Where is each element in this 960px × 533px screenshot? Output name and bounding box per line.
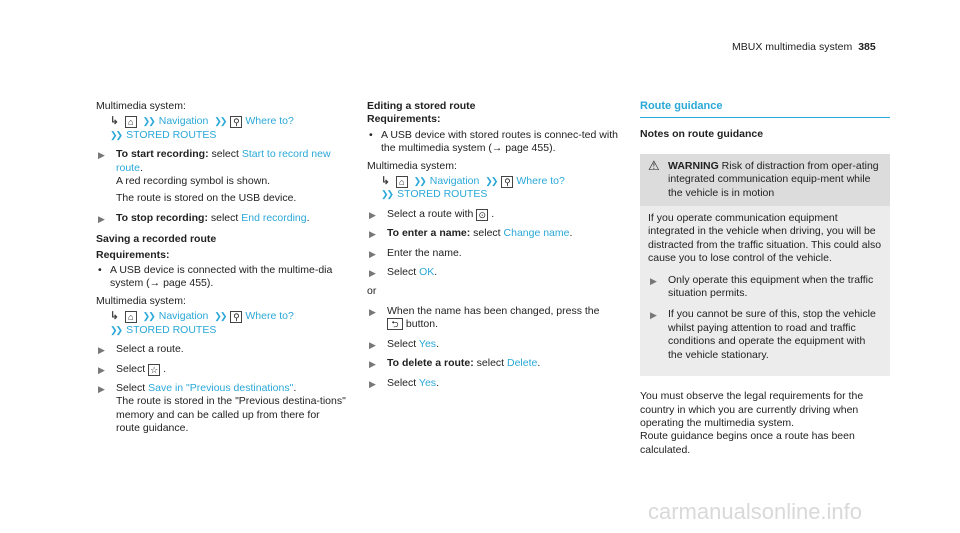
step-enter-name-text: ▶ Enter the name.	[367, 247, 622, 260]
step-text: .	[139, 161, 143, 174]
turn-arrow-icon: ↳	[110, 115, 119, 128]
nav-path	[96, 310, 346, 337]
warning-paragraph: If you operate communication equipment integrated in the vehicle when driving, you will be distracted from the traffic situation. This could also cause you to lose control of the vehicle.	[648, 212, 882, 265]
nav-where-to: Where to?	[245, 310, 294, 323]
chevron-icon: ❯❯	[110, 324, 122, 335]
header-title: MBUX multimedia system	[732, 41, 853, 53]
requirements-label: Requirements:	[96, 248, 170, 261]
start-record-option: Start to record new route	[116, 148, 331, 174]
step-lead: To start recording:	[116, 148, 209, 161]
step-select-star: ▶ Select ☆ .	[96, 363, 346, 376]
column-right	[640, 100, 890, 459]
step-start-recording	[96, 148, 346, 206]
nav-path	[96, 115, 346, 142]
home-icon: ⌂	[125, 311, 137, 323]
heading-notes: Notes on route guidance	[640, 128, 764, 141]
paragraph: You must observe the legal requirements for the country in which you are currently driving when operating the multimedia system. Route guidance begins once a route has been calculated.	[640, 390, 864, 456]
heading-saving: Saving a recorded route	[96, 233, 217, 246]
step-select-route: ▶ Select a route.	[96, 343, 346, 356]
step-text: .	[306, 211, 310, 224]
end-recording-option: End recording	[241, 211, 307, 224]
turn-arrow-icon: ↳	[110, 310, 119, 323]
nav-navigation: Navigation	[429, 175, 480, 188]
intro-text: Multimedia system:	[96, 294, 186, 307]
step-icon: ▶	[369, 378, 376, 389]
warning-icon: ⚠	[648, 157, 660, 173]
step-enter-name: ▶ To enter a name: select Change name.	[367, 227, 622, 240]
nav-navigation: Navigation	[158, 310, 209, 323]
intro-text: Multimedia system:	[367, 159, 457, 172]
chevron-icon: ❯❯	[485, 176, 497, 187]
warning-step: ▶ If you cannot be sure of this, stop the vehicle whilst paying attention to road and traffic conditions and operate the equipment with the vehicle stationary.	[650, 308, 876, 361]
ok-option: OK	[419, 266, 435, 279]
nav-stored-routes: STORED ROUTES	[126, 323, 217, 336]
options-icon: ⊙	[476, 209, 488, 221]
warning-header	[640, 154, 890, 206]
chevron-icon: ❯❯	[381, 189, 393, 200]
nav-where-to: Where to?	[516, 175, 565, 188]
step-press-back: ▶ When the name has been changed, press the ⮌ button.	[369, 304, 600, 331]
warning-text: Risk of distraction from oper-ating integrated communication equip-ment while the vehicle is in motion	[668, 159, 879, 199]
watermark: carmanualsonline.info	[648, 499, 863, 524]
step-icon: ▶	[650, 275, 657, 286]
step-select-ok: ▶ Select OK.	[367, 266, 622, 279]
save-previous-option: Save in "Previous destinations"	[148, 381, 294, 394]
step-icon: ▶	[98, 150, 105, 161]
heading-editing: Editing a stored route	[367, 100, 476, 112]
chevron-icon: ❯❯	[214, 311, 226, 322]
step-icon: ▶	[369, 339, 376, 350]
turn-arrow-icon: ↳	[381, 175, 390, 188]
star-icon: ☆	[150, 364, 159, 375]
chevron-icon: ❯❯	[214, 116, 226, 127]
step-icon: ▶	[369, 268, 376, 279]
warning-label: WARNING	[668, 159, 719, 172]
search-icon: ⚲	[230, 311, 242, 323]
column-middle	[367, 100, 622, 396]
home-icon: ⌂	[396, 176, 408, 188]
yes-option: Yes	[418, 376, 437, 389]
change-name-option: Change name	[503, 227, 570, 240]
chevron-icon: ❯❯	[142, 116, 154, 127]
step-icon: ▶	[98, 213, 105, 224]
chevron-icon: ❯❯	[142, 311, 154, 322]
step-lead: To stop recording:	[116, 211, 208, 224]
home-icon: ⌂	[125, 116, 137, 128]
warning-box	[640, 154, 890, 376]
step-delete-route: ▶ To delete a route: select Delete.	[367, 357, 622, 370]
step-icon: ▶	[369, 209, 376, 220]
warning-body	[640, 206, 890, 376]
step-icon: ▶	[650, 310, 657, 321]
intro-text: Multimedia system:	[96, 100, 186, 112]
nav-stored-routes: STORED ROUTES	[126, 128, 217, 141]
step-icon: ▶	[98, 364, 105, 375]
delete-option: Delete	[507, 357, 538, 370]
step-save-previous: ▶ Select Save in "Previous destinations". The route is stored in the "Previous destina-tions" memory and can be called up from there for route guidance.	[98, 381, 346, 435]
section-title: Route guidance	[640, 100, 890, 118]
requirements-label: Requirements:	[367, 113, 441, 126]
chevron-icon: ❯❯	[413, 176, 425, 187]
step-text: The route is stored on the USB device.	[116, 192, 297, 205]
nav-where-to: Where to?	[245, 115, 294, 128]
yes-option: Yes	[418, 337, 437, 350]
step-select-yes: ▶ Select Yes.	[367, 338, 622, 351]
step-select-route: ▶ Select a route with ⊙ .	[367, 208, 622, 221]
step-icon: ▶	[98, 383, 105, 394]
step-text: select	[207, 211, 242, 224]
search-icon: ⚲	[501, 176, 513, 188]
step-text: select	[208, 148, 242, 161]
search-icon: ⚲	[230, 116, 242, 128]
warning-step: ▶ Only operate this equipment when the traffic situation permits.	[650, 273, 874, 300]
step-icon: ▶	[369, 229, 376, 240]
back-icon: ⮌	[387, 318, 403, 330]
page-header	[732, 41, 876, 54]
nav-stored-routes: STORED ROUTES	[397, 188, 488, 201]
step-icon: ▶	[369, 306, 376, 317]
step-icon: ▶	[369, 248, 376, 259]
step-icon: ▶	[369, 359, 376, 370]
requirement-item: • A USB device with stored routes is connec-ted with the multimedia system (→ page 455).	[369, 128, 618, 155]
nav-navigation: Navigation	[158, 115, 209, 128]
column-left	[96, 100, 346, 442]
step-select-yes: ▶ Select Yes.	[367, 377, 622, 390]
or-text: or	[367, 285, 377, 298]
step-icon: ▶	[98, 345, 105, 356]
requirement-item: • A USB device is connected with the multime-dia system (→ page 455).	[98, 264, 333, 290]
step-text: A red recording symbol is shown.	[116, 175, 271, 188]
nav-path	[367, 175, 622, 202]
page-number: 385	[858, 41, 876, 53]
step-stop-recording	[96, 212, 346, 225]
chevron-icon: ❯❯	[110, 129, 122, 140]
